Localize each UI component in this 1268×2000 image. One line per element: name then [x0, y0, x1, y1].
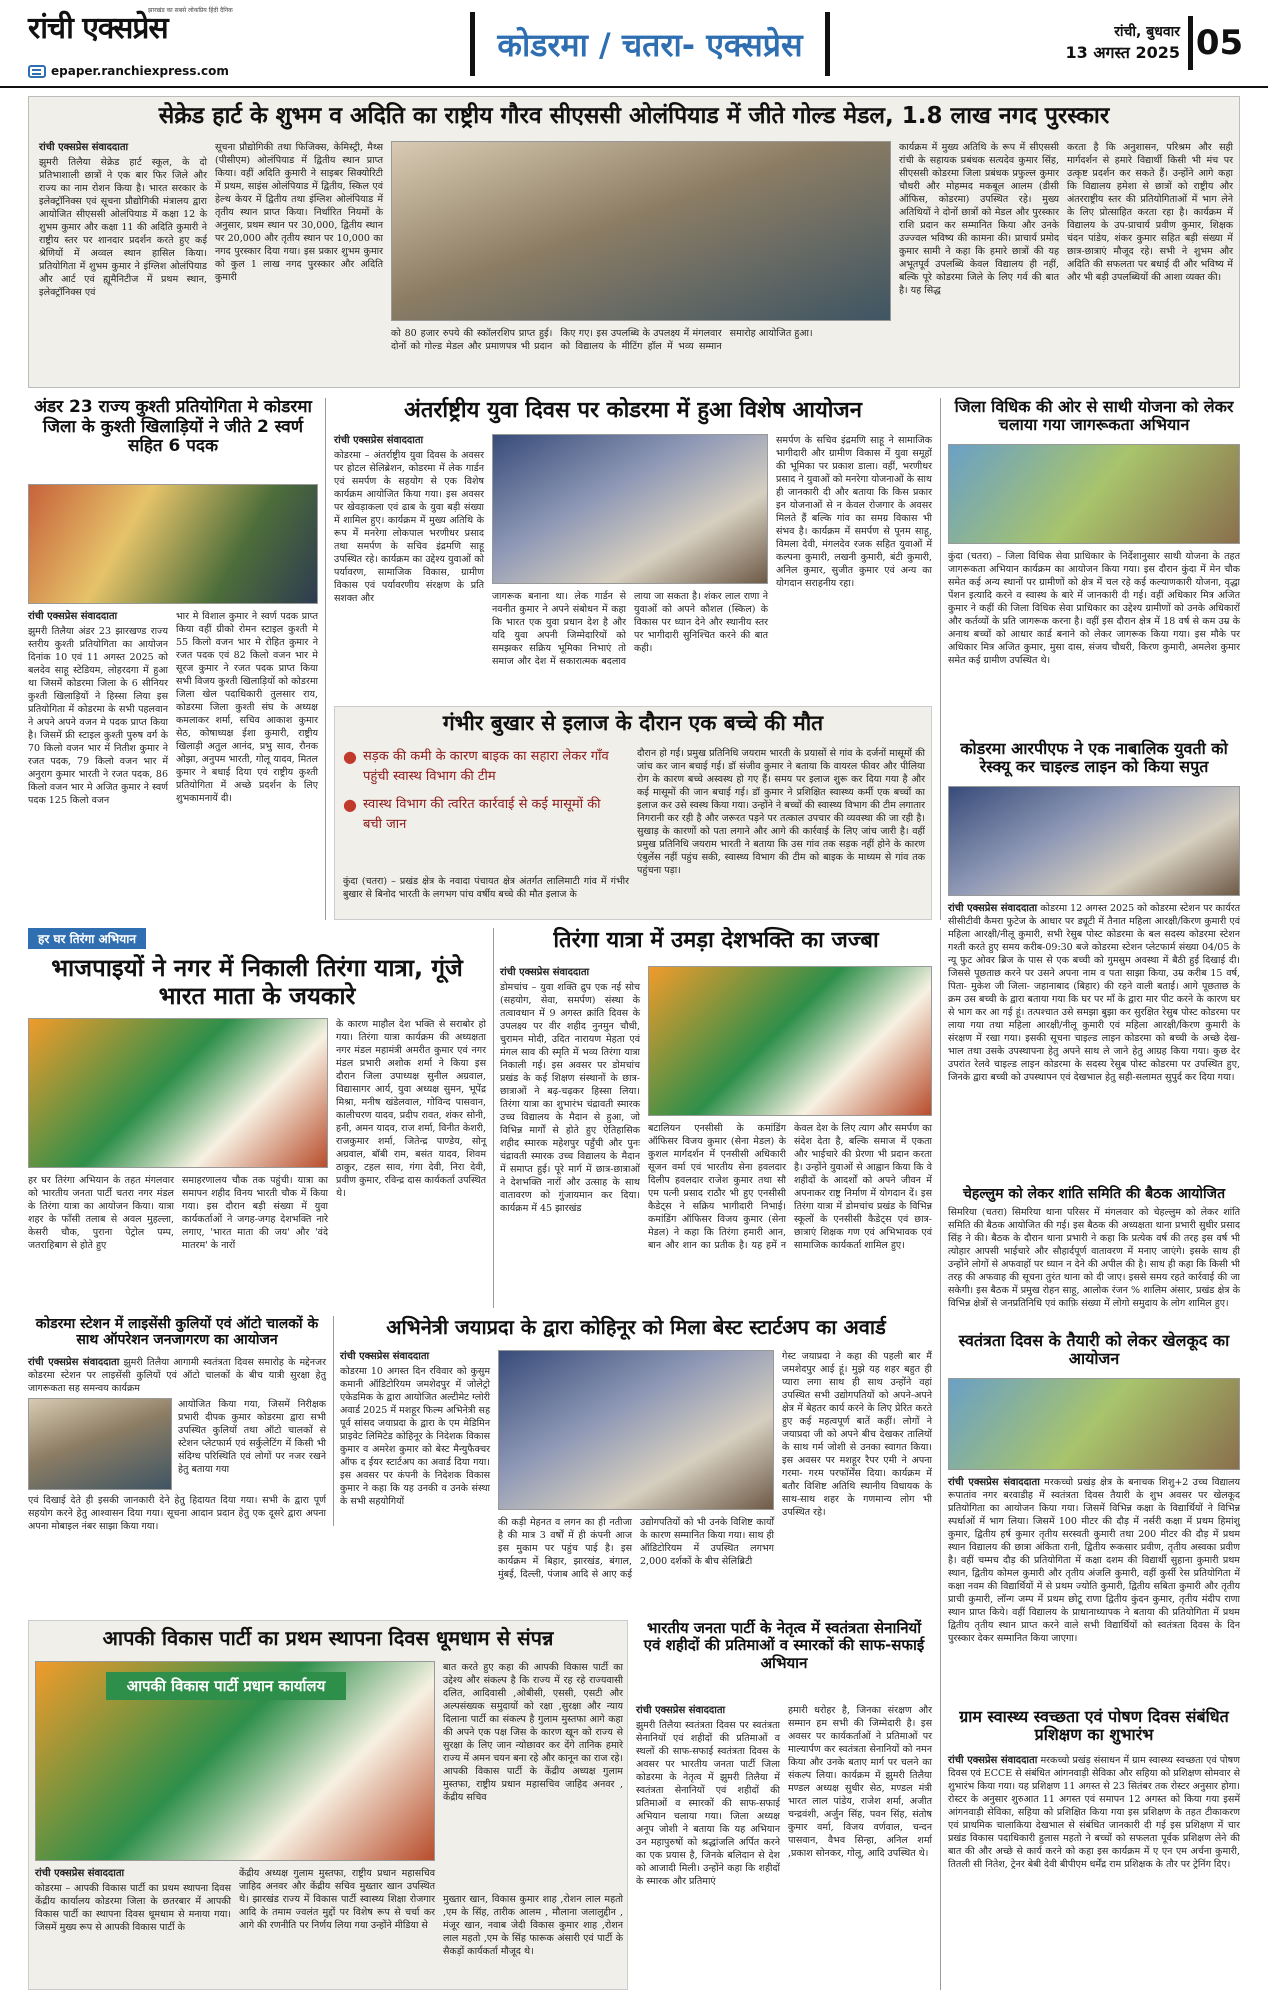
- page-number-box: [1188, 16, 1246, 70]
- vikas-party-col1: रांची एक्सप्रेस संवाददाता कोडरमा – आपकी विकास पार्टी का प्रथम स्थापना दिवस केंद्रीय कार्यालय कोडरमा जिला के छतरबार में आपकी विकास पार्टी का स्थापना दिवस धूमधाम से मनाया गया। जिसमें मुख्य रूप से आपकी विकास पार्टी के: [35, 1868, 231, 1933]
- issue-date: 13 अगस्त 2025: [1065, 43, 1180, 62]
- freedom-statues-headline: भारतीय जनता पार्टी के नेतृत्व में स्वतंत्रता सेनानियों एवं शहीदों की प्रतिमाओं व स्मारकों की साफ-सफाई अभियान: [643, 1619, 925, 1672]
- section-title: कोडरमा / चतरा- एक्सप्रेस: [497, 25, 803, 64]
- vikas-party-byline: रांची एक्सप्रेस संवाददाता: [35, 1868, 125, 1879]
- website-text: epaper.ranchiexpress.com: [51, 64, 229, 78]
- logo-tagline: झारखंड का सबसे लोकप्रिय हिंदी दैनिक: [148, 7, 233, 14]
- sanitation-byline: रांची एक्सप्रेस संवाददाता: [948, 1755, 1038, 1766]
- fever-lead: कुंदा (चतरा) – प्रखंड क्षेत्र के नवादा पंचायत क्षेत्र अंतर्गत लालिमाटी गांव में गंभीर बुखार से बिनोद भारती के लगभग पांच वर्षीय बच्चे की मौत इलाज के: [343, 876, 629, 900]
- article-coolie: [28, 1316, 326, 1532]
- tiranga-bjp-headline: भाजपाइयों ने नगर में निकाली तिरंगा यात्रा, गूंजे भारत माता के जयकारे: [51, 954, 463, 1010]
- fever-bullet-1: सड़क की कमी के कारण बाइक का सहारा लेकर गाँव पहुंची स्वास्थ विभाग की टीम: [362, 749, 609, 784]
- article-legal-aid: [948, 398, 1240, 734]
- jayaprada-below-photo: की कड़ी मेहनत व लगन का ही नतीजा है की मात्र 3 वर्षों में ही कंपनी आज इस मुकाम पर पहुंच पाई है। इस कार्यक्रम में बिहार, झारखंड, बंगाल, मुंबई, दिल्ली, पंजाब आदि से आए कई उद्योगपतियों को भी उनके विशिष्ट कार्यों के कारण सम्मानित किया गया। साथ ही ऑडिटोरियम में उपस्थित लगभग 2,000 दर्शकों के बीच सेलिब्रिटी: [498, 1517, 774, 1580]
- coolie-side: आयोजित किया गया, जिसमें निरीक्षक प्रभारी दीपक कुमार कोडरमा द्वारा सभी उपस्थित कुलियों तथा ऑटो चालकों से स्टेशन प्लेटफार्म एवं सर्कुलेटिंग में किसी भी संदिग्ध परिस्थिति एवं लोगों पर नजर रखने हेतु बताया गया: [178, 1399, 326, 1475]
- independence-sports-byline: रांची एक्सप्रेस संवाददाता: [948, 1477, 1040, 1488]
- fever-body: दौरान हो गई। प्रमुख प्रतिनिधि जयराम भारती के प्रयासों से गांव के दर्जनों मासूमों की जांच कर जान बचाई गई। डॉ संजीव कुमार ने बताया कि वायरल फीवर और पीलिया रोग के कारण बच्चे अस्वस्थ हो गए हैं। समय पर इलाज शुरू कर दिया गया है और कई मासूमों की जान बचाई गई। डॉ कुमार ने प्रशिक्षित स्वास्थ्य कर्मी एक बच्चों का इलाज कर उसे स्वस्थ किया गया। उन्होंने ने बच्चों की स्वास्थ्य विभाग की टीम लगातार निगरानी कर रही है और जरूरत पड़ने पर तत्काल उपचार की व्यवस्था की जा रही है। सुखाड़ के कारणों को पता लगाने और आगे की कार्रवाई के लिए जांच जारी है। वहीं प्रमुख प्रतिनिधि जयराम भारती ने बताया कि उस गांव तक सड़क नहीं होने के कारण एंबुलेंस नहीं पहुंच सकी, स्वास्थ्य विभाग की टीम को बाइक के माध्यम से गांव तक पहुंचना पड़ा।: [637, 748, 925, 876]
- legal-aid-body: कुंदा (चतरा) – जिला विधिक सेवा प्राधिकार के निर्देशानुसार साथी योजना के तहत जागरूकता अभियान कार्यक्रम का आयोजन किया गया। इस दौरान कुंदा में मेन चौक समेत कई अन्य स्थानों पर ग्रामीणों को क्षेत्र में चल रहे कई कल्याणकारी योजना, वृद्धा पेंशन इत्यादि करने व स्वास्थ के बारे में जानकारी दी गई। वहीं अधिकार मित्र अजित कुमार ने कहीं की जिला विधिक सेवा प्राधिकार का उद्देश्य ग्रामीणों को उनके अधिकारों और कर्तव्यों के प्रति जागरूक करना है। वहीं इस दौरान क्षेत्र में 18 वर्ष से कम उम्र के अनाथ बच्चों को आधार कार्ड बनाने को लेकर जागरूक किया गया। इस मौके पर अधिकार मित्र अजित कुमार, मुसा दास, संजय चौधरी, किरण कुमारी, अमलेश कुमार समेत कई ग्रामीण उपस्थित थे।: [948, 551, 1240, 666]
- independence-sports-body: रांची एक्सप्रेस संवाददाता मरकच्चो प्रखंड़ क्षेत्र के बनाचक शिशु+2 उच्च विद्यालय रूपातांव नगर बरवाडीह में स्वतंत्रता दिवस तैयारी के शुभ अवसर पर खेलकूद प्रतियोगिता का आयोजन किया गया। जिसमें विभिन्न कक्षा के विद्यार्थियों ने विभिन्न स्पर्धाओं में भाग लिया। जिसमें 100 मीटर की दौड़ में नर्सरी कक्षा में प्रथम हिमांशु कुमार, द्वितीय हर्ष कुमार तृतीय सरस्वती कुमारी तथा 200 मीटर की दौड़ में प्रथम स्थान विद्यालय की छात्रा अंकिता रानी, द्वितीय रूकसार प्रवीण, तृतीय अस्वका प्रवीण है। वहीं चम्मच दौड़ की प्रतियोगिता में कक्षा दशम की विद्यार्थी सुहाना कुमारी प्रथम स्थान, द्वितीय कोमल कुमारी और तृतीय अंजलि कुमारी, वहीं कुर्सी रेस प्रतियोगिता में कक्षा नवम की विद्यार्थियों में से प्रथम ज्योति कुमारी, द्वितीय सबिता कुमारी और तृतीय प्राची कुमारी, लॉन्ग जम्प में प्रथम छोटू राणा द्वितीय कुंदन कुमार, तृतीय मंदीप राणा स्थान प्राप्त किये। वहीं विद्यालय के प्राधानाध्यापक ने बताया की प्रतियोगिता में प्रथम द्वितीय तृतीय स्थान प्राप्त करने वाले सभी विद्यार्थियों को स्वतंत्रता दिवस के दिन पुरस्कार देकर सम्मानित किया जाएगा।: [948, 1477, 1240, 1644]
- wrestling-headline: अंडर 23 राज्य कुश्ती प्रतियोगिता मे कोडरमा जिला के कुश्ती खिलाड़ियों ने जीते 2 स्वर्ण सहित 6 पदक: [34, 397, 312, 457]
- vikas-party-col-right1: बात करते हुए कहा की आपकी विकास पार्टी का उद्देश्य और संकल्प है कि राज्य में रह रहे राज्यवासी दलित, आदिवासी ,ओबीसी, एससी, एसटी और अल्पसंख्यक समुदायों को रक्षा ,सुरक्षा और न्याय दिलाना पार्टी का संकल्प है गुलाम मुस्तफा आगे कहा की अपने एक पक्ष जिस के कारण खून को राज्य से सुरक्षा के लिए जान न्योछावर कर देंगे तानिक हमारे राज्य में अमन चयन बना रहे और कानून का राज रहे। आपकी विकास पार्टी के केंद्रीय अध्यक्ष गुलाम मुस्तफा, राष्ट्रीय प्रधान महासचिव जाहिद अनवर , केंद्रीय सचिव: [443, 1662, 623, 1803]
- vikas-party-col2: केंद्रीय अध्यक्ष गुलाम मुस्तफा, राष्ट्रीय प्रधान महासचिव जाहिद अनवर और केंद्रीय सचिव मुख्तार खान उपस्थित थे। झारखंड राज्य में विकास पार्टी स्वास्थ्य शिक्षा रोजगार आदि के तमाम ज्वलंत मुद्दों पर विशेष रूप से चर्चा कर आगे की रणनीति पर निर्णय लिया गया उन्होंने मीडिया से: [239, 1868, 435, 1931]
- coolie-tail: एवं दिखाई देते ही इसकी जानकारी देने हेतु हिदायत दिया गया। सभी के द्वारा पूर्ण सहयोग करने हेतु आश्वासन दिया गया। सूचना आदान प्रदान हेतु एक दूसरे द्वारा अपना अपना मोबाइल नंबर साझा किया गया।: [28, 1495, 326, 1532]
- olympiad-col1: रांची एक्सप्रेस संवाददाता झुमरी तिलैया सेक्रेड हार्ट स्कूल, के दो प्रतिभाशाली छात्रों ने एक बार फिर जिले और राज्य का नाम रोशन किया है। भारत सरकार के इलेक्ट्रॉनिक्स एवं सूचना प्रौद्योगिकी मंत्रालय द्वारा आयोजित सीएससी ओलंपियाड में कक्षा 12 के शुभम कुमार और कक्षा 11 की अदिति कुमारी ने राष्ट्रीय स्तर पर शानदार प्रदर्शन करते हुए कई श्रेणियों में अव्वल स्थान हासिल किया। प्रतियोगिता में शुभम कुमार ने इंग्लिश ओलंपियाड और आर्ट एवं ह्यूमैनिटीज में प्रथम स्थान, इलेक्ट्रॉनिक्स एवं: [39, 142, 207, 298]
- rpf-body: रांची एक्सप्रेस संवाददाता कोडरमा 12 अगस्त 2025 को कोडरमा स्टेशन पर कार्यरत सीसीटीवी कैमरा फुटेज के आधार पर ड्यूटी में तैनात महिला आरक्षी/किरण कुमारी एवं महिला आरक्षी/नीलू कुमारी, सभी रेसुब पोस्ट कोडरमा के बल सदस्य कोडरमा स्टेशन गश्ती करते हुए समय करीब-09:30 बजे कोडरमा स्टेशन प्लेटफार्म संख्या 04/05 के न्यू फुट ओवर ब्रिज के पास से एक बच्ची को गुमसुम अवस्था में बैठी हुई दिखाई दी। जिससे पूछताछ करने पर उसने अपना नाम व पता साझा किया, उम्र करीब 15 वर्ष, पिता- मुकेश जी जिला- जहानाबाद (बिहार) की रहने वाली बताई। आगे पूछताछ के क्रम उस बच्ची के द्वारा बताया गया कि घर पर माँ के द्वारा मार पीट करने के कारण घर से भाग कर आ गई हूं। तत्पश्चात उसे समझा बुझा कर सुरक्षित रेसुब पोस्ट कोडरमा पर लाया गया तथा महिला आरक्षी/नीलू कुमारी एवं महिला आरक्षी/किरण कुमारी के संरक्षण में रखा गया। इसकी सूचना चाइल्ड लाइन कोडरमा को बच्ची के अच्छे देख-भाल तथा उसके उपस्थापना हेतु अपने साथ ले जाने हेतु आग्रह किया गया। कुछ देर उपरांत रेलवे चाइल्ड लाइन कोडरमा के सदस्य रेसुब पोस्ट कोडरमा पर उपस्थित हुए, जिनके द्वारा बच्ची को उपस्थापन एवं देखभाल हेतु सही-सलामत सुपुर्द कर दिया गया।: [948, 903, 1240, 1083]
- rpf-byline: रांची एक्सप्रेस संवाददाता: [948, 903, 1038, 914]
- newspaper-logo: [28, 7, 268, 60]
- tiranga-yatra-byline: रांची एक्सप्रेस संवाददाता: [500, 967, 590, 978]
- tiranga-bjp-col3: के कारण माहौल देश भक्ति से सराबोर हो गया। तिरंगा यात्रा कार्यक्रम की अध्यक्षता नगर मंडल महामंत्री अमरीत कुमार एवं नगर मंडल प्रभारी अशोक शर्मा ने किया इस दौरान जिला उपाध्यक्ष सुनील अग्रवाल, विद्यासागर आर्य, युवा अध्यक्ष सुमन, भूपेंद्र मिश्रा, मनीष खंडेलवाल, गोविन्द पासवान, कालीचरण यादव, प्रदीप रावत, शंकर सोनी, हनी, अमन यादव, राज शर्मा, विनीत केशरी, राजकुमार शर्मा, जितेन्द्र पाण्डेय, सोनू अग्रवाल, बॉबी राम, बसंत यादव, शिवम ठाकुर, टहल साव, गंगा देवी, निरा देवी, प्रवीण कुमार, रविन्द्र दास कार्यकर्ता उपस्थित थे।: [336, 1019, 486, 1199]
- tiranga-yatra-below-photo: बटालियन एनसीसी के कमांडिंग ऑफिसर विजय कुमार (सेना मेडल) के कुशल मार्गदर्शन में एनसीसी अधिकारी सूजन वर्मा एवं भारतीय सेना हवलदार दिलीप हवलदार राजेश कुमार तथा सौ एम पत्नी प्रसाद राठौर भी हुए एनसीसी कैडेट्स ने सक्रिय भागीदारी निभाई। कमांडिंग ऑफिसर विजय कुमार (सेना मेडल) ने कहा कि तिरंगा हमारी आन, बान और शान का प्रतीक है। यह हमें न केवल देश के लिए त्याग और समर्पण का संदेश देता है, बल्कि समाज में एकता और भाईचारे की प्रेरणा भी प्रदान करता है। उन्होंने युवाओं से आह्वान किया कि वे शहीदों के आदर्शों को अपने जीवन में अपनाकर राष्ट्र निर्माण में योगदान दें। इस तिरंगा यात्रा में डोमचांच प्रखंड के विभिन्न स्कूलों के एनसीसी कैडेट्स एवं छात्र-छात्राएं शिक्षक गण एवं अभिभावक एवं सामाजिक कार्यकर्ता शामिल हुए।: [648, 1123, 932, 1251]
- date-block: [1050, 22, 1180, 64]
- olympiad-headline: सेक्रेड हार्ट के शुभम व अदिति का राष्ट्रीय गौरव सीएससी ओलंपियाड में जीते गोल्ड मेडल, 1.8 लाख नगद पुरस्कार: [158, 103, 1110, 129]
- youth-day-below-photo: जागरूक बनाना था। लेक गार्डन से नवनीत कुमार ने अपने संबोधन में कहा कि भारत एक युवा प्रधान देश है और यदि युवा अपनी जिम्मेदारियों को समझकर सक्रिय भूमिका निभाएं तो समाज और देश में सकारात्मक बदलाव लाया जा सकता है। शंकर लाल राणा ने युवाओं को अपने कौशल (स्किल) के विकास पर ध्यान देने और स्थानीय स्तर पर भागीदारी सुनिश्चित करने की बात कही।: [492, 591, 768, 667]
- olympiad-photo: [391, 141, 891, 321]
- chehlum-body: सिमरिया (चतरा) सिमरिया थाना परिसर में मंगलवार को चेहल्लुम को लेकर शांति समिति की बैठक आयोजित की गई। इस बैठक की अध्यक्षता थाना प्रभारी सुधीर प्रसाद सिंह ने की। बैठक के दौरान थाना प्रभारी ने कहा कि प्रत्येक वर्ष की तरह इस वर्ष भी त्योहार आपसी भाईचारे और सौहार्दपूर्ण वातावरण में मनाए जाएंगे। इसके साथ ही उन्होंने लोगों से अफवाहों पर ध्यान न देने की अपील की है। साथ ही कहा कि किसी भी तरह की अफवाह की सूचना तुरंत थाना को दी जाए। इससे समय रहते कार्रवाई की जा सकेगी। इस बैठक में प्रमुख रोहन साहू, आलोक रंजन % शालिम अंसार, प्रखंड क्षेत्र के विभिन्न क्षेत्रों से जनप्रतिनिधि एवं काफ़ि संख्या में लोगो समुदाय के लोग शामिल हुए।: [948, 1207, 1240, 1309]
- jayaprada-photo: [498, 1350, 774, 1510]
- article-youth-day: [334, 398, 932, 698]
- rpf-headline: कोडरमा आरपीएफ ने एक नाबालिक युवती को रेस्क्यू कर चाइल्ड लाइन को किया सपुत: [960, 739, 1228, 777]
- vikas-party-headline: आपकी विकास पार्टी का प्रथम स्थापना दिवस धूमधाम से संपन्न: [102, 1626, 554, 1650]
- olympiad-col2: सूचना प्रौद्योगिकी तथा फिजिक्स, केमिस्ट्री, मैथ्स (पीसीएम) ओलंपियाड में द्वितीय स्थान प्राप्त किया। वहीं अदिति कुमारी ने साइबर सिक्योरिटी में प्रथम, साइंस ओलंपियाड में द्वितीय, स्किल एवं हेल्थ केयर में द्वितीय तथा इंग्लिश ओलंपियाड में तृतीय स्थान प्राप्त किया। निर्धारित नियमों के अनुसार, प्रथम स्थान पर 30,000, द्वितीय स्थान पर 20,000 और तृतीय स्थान पर 10,000 का नगद पुरस्कार दिया गया। इस प्रकार शुभम कुमार को कुल 1 लाख नगद पुरस्कार और अदिति कुमारी: [215, 142, 383, 283]
- olympiad-col5: करता है कि अनुशासन, परिश्रम और सही मार्गदर्शन से हमारे विद्यार्थी किसी भी मंच पर उत्कृष्ट प्रदर्शन कर सकते हैं। उन्होंने आगे कहा कि विद्यालय हमेशा से छात्रों को राष्ट्रीय और अंतरराष्ट्रीय स्तर की प्रतियोगिताओं में भाग लेने के लिए प्रोत्साहित करता रहा है। कार्यक्रम में विद्यालय के उप-प्राचार्य प्रवीण कुमार, शिक्षक चंदन पांडेय, शंकर कुमार सहित बड़ी संख्या में छात्र-छात्राएं मौजूद रहे। सभी ने शुभम और अदिति की सफलता पर बधाई दी और भविष्य में और भी बड़ी उपलब्धियों की आशा व्यक्त की।: [1067, 142, 1233, 283]
- olympiad-under-photo: को 80 हजार रुपये की स्कॉलरशिप प्राप्त हुई। दोनों को गोल्ड मेडल और प्रमाणपत्र भी प्रदान किए गए। इस उपलब्धि के उपलक्ष्य में मंगलवार को विद्यालय के मीटिंग हॉल में भव्य सम्मान समारोह आयोजित हुआ।: [391, 328, 813, 352]
- bullet-icon: ●: [343, 747, 357, 766]
- youth-day-col1: रांची एक्सप्रेस संवाददाता कोडरमा – अंतर्राष्ट्रीय युवा दिवस के अवसर पर होटल सेलिब्रेशन, कोडरमा में लेक गार्डन एवं समर्पण के सहयोग से एक विशेष कार्यक्रम आयोजित किया गया। इस अवसर पर खेवड़ाकला एवं ढाब के युवा बड़ी संख्या में शामिल हुए। कार्यक्रम में मुख्य अतिथि के रूप में मनरेगा लोकपाल भरणीधर प्रसाद तथा समर्पण के सचिव इंद्रमणि साहू उपस्थित रहे। कार्यक्रम का उद्देश्य युवाओं को पर्यावरण, सामाजिक विकास, ग्रामीण विकास एवं पर्यावरणीय संरक्षण के प्रति सशक्त और: [334, 435, 484, 604]
- article-vikas-party: [28, 1620, 628, 1990]
- coolie-headline: कोडरमा स्टेशन में लाइसेंसी कुलियों एवं ऑटो चालकों के साथ ऑपरेशन जनजागरण का आयोजन: [35, 1316, 319, 1349]
- fever-bullets: [343, 747, 623, 835]
- tiranga-yatra-photo: [648, 966, 932, 1116]
- article-chehlum: [948, 1186, 1240, 1326]
- party-banner: आपकी विकास पार्टी प्रधान कार्यालय: [106, 1672, 346, 1700]
- legal-aid-headline: जिला विधिक की ओर से साथी योजना को लेकर चलाया गया जागरूकता अभियान: [954, 397, 1234, 435]
- vikas-party-photo: [35, 1661, 435, 1861]
- freedom-statues-byline: रांची एक्सप्रेस संवाददाता: [636, 1705, 726, 1716]
- article-independence-sports: [948, 1332, 1240, 1702]
- coolie-byline: रांची एक्सप्रेस संवाददाता: [28, 1357, 120, 1368]
- fever-bullet-2: स्वास्थ विभाग की त्वरित कार्रवाई से कई मासूमों की बची जान: [362, 797, 601, 832]
- city-day: रांची, बुधवार: [1114, 24, 1180, 40]
- tiranga-yatra-headline: तिरंगा यात्रा में उमड़ा देशभक्ति का जज्बा: [553, 928, 879, 953]
- article-jayaprada: [340, 1316, 932, 1612]
- page-number: 05: [1195, 23, 1244, 63]
- article-rpf-rescue: [948, 740, 1240, 1180]
- divider: [940, 398, 941, 920]
- divider: [325, 398, 326, 920]
- freedom-statues-col2: हमारी धरोहर है, जिनका संरक्षण और सम्मान हम सभी की जिम्मेदारी है। इस अवसर पर कार्यकर्ताओं ने प्रतिमाओं पर माल्यार्पण कर स्वतंत्रता सेनानियों को नमन किया और उनके बताए मार्ग पर चलने का संकल्प लिया। कार्यक्रम में झुमरी तिलैया मण्डल अध्यक्ष सुधीर सेठ, मण्डल मंत्री भारत लाल पांडेय, राजेश शर्मा, अजीत चन्द्रवंशी, अर्जुन सिंह, पवन सिंह, संतोष कुमार वर्मा, विजय वर्णवाल, चन्दन पासवान, वैभव सिन्हा, अनिल शर्मा ,प्रकाश सोनकर, गोलू, आदि उपस्थित थे।: [788, 1705, 932, 1859]
- youth-day-byline: रांची एक्सप्रेस संवाददाता: [334, 435, 424, 446]
- tiranga-bjp-under-col2: समाहरणालय चौक तक पहुंची। यात्रा का समापन शहीद विनय भारती चौक में किया गया। इस दौरान बड़ी संख्या में युवा कार्यकर्ताओं ने जगह-जगह देशभक्ति नारे लगाए, 'भारत माता की जय' और 'वंदे मातरम' के नारों: [182, 1175, 328, 1251]
- article-tiranga-yatra: [500, 928, 932, 1308]
- tiranga-bjp-photo: [28, 1018, 328, 1168]
- freedom-statues-col1: रांची एक्सप्रेस संवाददाता झुमरी तिलैया स्वतंत्रता दिवस पर स्वतंत्रता सेनानियों एवं शहीदों की प्रतिमाओं व स्थलों की साफ-सफाई स्वतंत्रता दिवस के अवसर पर भारतीय जनता पार्टी जिला कोडरमा के नेतृत्व में झुमरी तिलैया में स्वतंत्रता सेनानियों एवं शहीदों की प्रतिमाओं व स्मारकों की साफ-सफाई अभियान चलाया गया। जिला अध्यक्ष अनूप जोशी ने बताया कि यह अभियान उन महापुरुषों को श्रद्धांजलि अर्पित करने का एक प्रयास है, जिनके बलिदान से देश को आजादी मिली। उन्होंने कहा कि शहीदों के स्मारक और प्रतिमाएं: [636, 1705, 780, 1887]
- legal-aid-photo: [948, 444, 1240, 544]
- article-tiranga-bjp: [28, 928, 486, 1308]
- website-link[interactable]: [28, 64, 229, 78]
- tiranga-bjp-under-col1: हर घर तिरंगा अभियान के तहत मंगलवार को भारतीय जनता पार्टी चतरा नगर मंडल के तिरंगा यात्रा का आयोजन किया। यात्रा शहर के फाँसी तलाब से अवल मुहल्ला, केसरी चौक, पुराना पेट्रोल पम्प, जतराहिबाग से होते हुए: [28, 1175, 174, 1251]
- article-wrestling: [28, 398, 318, 920]
- wrestling-col1: रांची एक्सप्रेस संवाददाता झुमरी तिलैया अंडर 23 झारखण्ड राज्य स्तरीय कुश्ती प्रतियोगिता का आयोजन दिनांक 10 एवं 11 अगस्त 2025 को बलदेव साहू स्टेडियम, लोहरदगा में हुआ था जिसमें कोडरमा जिला के 6 सीनियर कुश्ती खिलाड़ियों ने हिस्सा लिया इस प्रतियोगिता में कोडरमा के सभी पहलवान ने अपने अपने वजन मे पदक प्राप्त किया है। जिसमें फ्री स्टाइल कुश्ती पुरुष वर्ग के 70 किलो वजन भार में नितीश कुमार ने रजत पदक, 79 किलो वजन भार में अनुराग कुमार भारती ने रजत पदक, 86 किलो वजन भार मे अजित कुमार ने स्वर्ण पदक 125 किलो वजन: [28, 611, 168, 806]
- tiranga-tag: हर घर तिरंगा अभियान: [28, 928, 146, 949]
- logo-text: रांची एक्सप्रेस: [28, 11, 168, 46]
- rpf-photo: [948, 786, 1240, 896]
- divider: [940, 928, 941, 1990]
- epaper-icon: [28, 65, 46, 78]
- article-sanitation: [948, 1708, 1240, 1988]
- wrestling-byline: रांची एक्सप्रेस संवाददाता: [28, 611, 118, 622]
- chehlum-headline: चेहल्लुम को लेकर शांति समिति की बैठक आयोजित: [962, 1186, 1226, 1202]
- coolie-lead: रांची एक्सप्रेस संवाददाता झुमरी तिलैया आगामी स्वतंत्रता दिवस समारोह के मद्देनजर कोडरमा स्टेशन पर लाइसेंसी कुलियों एवं ऑटो चालकों के बीच यात्री सुरक्षा हेतु जागरूकता सह समन्वय कार्यक्रम: [28, 1357, 326, 1394]
- youth-day-headline: अंतर्राष्ट्रीय युवा दिवस पर कोडरमा में हुआ विशेष आयोजन: [404, 398, 862, 423]
- olympiad-col4: कार्यक्रम में मुख्य अतिथि के रूप में सीएससी रांची के सहायक प्रबंधक सत्यदेव कुमार सिंह, सीएससी कोडरमा जिला प्रबंधक प्रफुल्ल कुमार चौधरी और मोहम्मद मकबूल आलम (डीसी ऑफिस, कोडरमा) उपस्थित रहे। मुख्य अतिथियों ने दोनों छात्रों को मेडल और पुरस्कार राशि प्रदान कर सम्मानित किया और उनके उज्ज्वल भविष्य की कामना की। प्राचार्य प्रमोद कुमार सामी ने कहा कि हमारे छात्रों की यह अभूतपूर्व उपलब्धि केवल विद्यालय ही नहीं, बल्कि पूरे कोडरमा जिले के लिए गर्व की बात है। यह सिद्ध: [899, 142, 1059, 296]
- article-fever: [334, 706, 932, 920]
- article-freedom-statues: [636, 1620, 932, 1990]
- jayaprada-col4: गेस्ट जयाप्रदा ने कहा की पहली बार मैं जमशेदपुर आई हूं। मुझे यह शहर बहुत ही प्यारा लगा साथ ही साथ उन्होंने वहां उपस्थित सभी उद्योगपतियों को अपने-अपने क्षेत्र में बेहतर कार्य करने के लिए प्रेरित करते हुए कई महत्वपूर्ण बातें कहीं। लोगों ने जयाप्रदा जी को अपने बीच देखकर तालियों के साथ गर्म जोशी से उनका स्वागत किया। इस अवसर पर मशहूर रैपर एमी ने अपना गरमा- गरम परफॉर्मेंस दिया। कार्यक्रम में बतौर विशिष्ट अतिथि स्थानीय विधायक के साथ-साथ शहर के गणमान्य लोग भी उपस्थित रहे।: [782, 1351, 932, 1518]
- section-title-box: [470, 12, 830, 76]
- divider: [493, 928, 494, 1308]
- wrestling-col2: भार मे विशाल कुमार ने स्वर्ण पदक प्राप्त किया वहीं ग्रीको रोमन स्टाइल कुश्ती मे 55 किलो वजन भार मे रोहित कुमार ने रजत पदक एवं 82 किलो वजन भार मे सूरज कुमार ने रजत पदक प्राप्त किया सभी विजय कुश्ती खिलाड़ियों को कोडरमा जिला खेल पदाधिकारी तुलसार राय, कोडरमा जिला कुश्ती संघ के अध्यक्ष कमलाकर शर्मा, सचिव आकाश कुमार सेठ, कोषाध्यक्ष ईशा कुमारी, राष्ट्रीय खिलाड़ी अतुल आनंद, प्रभु साव, रौनक ओझा, अनुपम भारती, गोलू यादव, मितल कुमार ने बधाई दिया एवं राष्ट्रीय कुश्ती प्रतियोगिता में अच्छे प्रदर्शन के लिए शुभकामनायें दी।: [176, 611, 318, 804]
- tiranga-yatra-col1: रांची एक्सप्रेस संवाददाता डोमचांच – युवा शक्ति द्रुप एक नई सोच (सहयोग, सेवा, समर्पण) संस्था के तत्वावधान में 9 अगस्त क्रांति दिवस के उपलक्ष्य पर वीर शहीद नुनमुन चौधी, चुरामन मोदी, उदित नारायण मेहता एवं मंगल साव की स्मृति में भव्य तिरंगा यात्रा निकाली गई। इस अवसर पर डोमचांच प्रखंड के कई शिक्षण संस्थानों के छात्र-छात्राओं ने बढ़-चढ़कर हिस्सा लिया। तिरंगा यात्रा का शुभारंभ चंद्रावती स्मारक उच्च विद्यालय के मैदान से हुआ, जो विभिन्न मार्गों से होते हुए ऐतिहासिक शहीद स्मारक महेशपुर पहुँची और पुनः चंद्रावती स्मारक उच्च विद्यालय के मैदान में समाप्त हुई। पूरे मार्ग में छात्र-छात्राओं ने देशभक्ति नारों और उत्साह के साथ वातावरण को गुंजायमान कर दिया। कार्यक्रम में 45 झारखंड: [500, 967, 640, 1214]
- wrestling-photo: [28, 484, 318, 604]
- youth-day-col4: समर्पण के सचिव इंद्रमणि साहू ने सामाजिक भागीदारी और ग्रामीण विकास में युवा समूहों की भूमिका पर प्रकाश डाला। वहीं, भरणीधर प्रसाद ने युवाओं को मनरेगा योजनाओं के साथ ही जानकारी दी और बताया कि किस प्रकार इन योजनाओं से न केवल रोजगार के अवसर मिलते हैं बल्कि गांव का समग्र विकास भी संभव है। कार्यक्रम में समर्पण से पूनम साहू, विमला देवी, मंगलदेव रजक सहित युवाओं में कल्पना कुमारी, लखनी कुमारी, बंटी कुमारी, अनिल कुमार, सुजीत कुमार एवं अन्य का योगदान सराहनीय रहा।: [776, 435, 932, 589]
- olympiad-byline: रांची एक्सप्रेस संवाददाता: [39, 142, 129, 153]
- divider: [333, 1316, 334, 1526]
- jayaprada-byline: रांची एक्सप्रेस संवाददाता: [340, 1351, 430, 1362]
- sanitation-headline: ग्राम स्वास्थ्य स्वच्छता एवं पोषण दिवस संबंधित प्रशिक्षण का शुभारंभ: [959, 1707, 1229, 1745]
- vikas-party-col-right2: मुख्तार खान, विकास कुमार शाह ,रोशन लाल महतो ,एम के सिंह, तारीक आलम , मौलाना जलालुद्दीन , मंजूर खान, नवाब जेदी विकास कुमार शाह ,रोशन लाल महतो ,एम के सिंह फारूक अंसारी एवं पार्टी के सैकड़ों कार्यकर्ता मौजूद थे।: [443, 1894, 623, 1957]
- jayaprada-col1: रांची एक्सप्रेस संवाददाता कोडरमा 10 अगस्त दिन रविवार को कुसुम कमानी ऑडिटोरियम जमशेदपुर में जोलेट्रो एकेडमिक के द्वारा आयोजित अल्टीमेट ग्लोरी अवार्ड 2025 में मशहूर फिल्म अभिनेत्री सह पूर्व सांसद जयाप्रदा के द्वारा के एम मेडिमिन प्राइवेट लिमिटेड कोहिनूर के निदेशक विकास कुमार व अमरेश कुमार को बेस्ट मैन्युफैक्चर ऑफ द ईयर स्टार्टअप का अवार्ड दिया गया। इस अवसर पर कंपनी के निदेशक विकास कुमार ने कहा कि यह उनकी व उनके संस्था के सभी सहयोगियों: [340, 1351, 490, 1507]
- independence-sports-headline: स्वतंत्रता दिवस के तैयारी को लेकर खेलकूद का आयोजन: [958, 1331, 1230, 1369]
- sanitation-body: रांची एक्सप्रेस संवाददाता मरकच्चो प्रखंड़ संसाधन में ग्राम स्वास्थ्य स्वच्छता एवं पोषण दिवस एवं ECCE से संबंधित आंगनवाड़ी सेविका और सहिया को प्रशिक्षण सोमवार से शुभारंभ किया गया। यह प्रशिक्षण 11 अगस्त से 23 सितंबर तक रोस्टर अनुसार होगा। रोस्टर के अनुसार शुरुआत 11 अगस्त एवं समापन 12 अगस्त को किया गया इसमें आंगनवाड़ी सेविका, सहिया को प्रशिक्षित किया गया इस प्रशिक्षण के तहत टीकाकरण एवं प्राथमिक चालाकिया देखभाल से संबंधित जानकारी दी गई इस प्रशिक्षण में चार प्रखंड विकास पदाधिकारी हुलास महतो ने बच्चों को सफलता पूर्वक प्रशिक्षण लेने की बात की और अच्छे से कार्य करने को कहा इस कार्यक्रम में ए एन एम अर्चना कुमारी, तितली सी नितेश, ट्रेनर बेबी देवी बीपीएम धर्मेंद्र राम प्रशिक्षक के तौर पर ट्रेनिंग दिए।: [948, 1755, 1240, 1870]
- youth-day-photo: [492, 434, 768, 584]
- jayaprada-headline: अभिनेत्री जयाप्रदा के द्वारा कोहिनूर को मिला बेस्ट स्टार्टअप का अवार्ड: [386, 1315, 886, 1339]
- fever-headline: गंभीर बुखार से इलाज के दौरान एक बच्चे की मौत: [442, 711, 824, 735]
- independence-sports-photo: [948, 1378, 1240, 1470]
- article-olympiad: [28, 96, 1240, 388]
- masthead: [0, 0, 1268, 88]
- bullet-icon: ●: [343, 795, 357, 814]
- coolie-photo: [28, 1398, 172, 1490]
